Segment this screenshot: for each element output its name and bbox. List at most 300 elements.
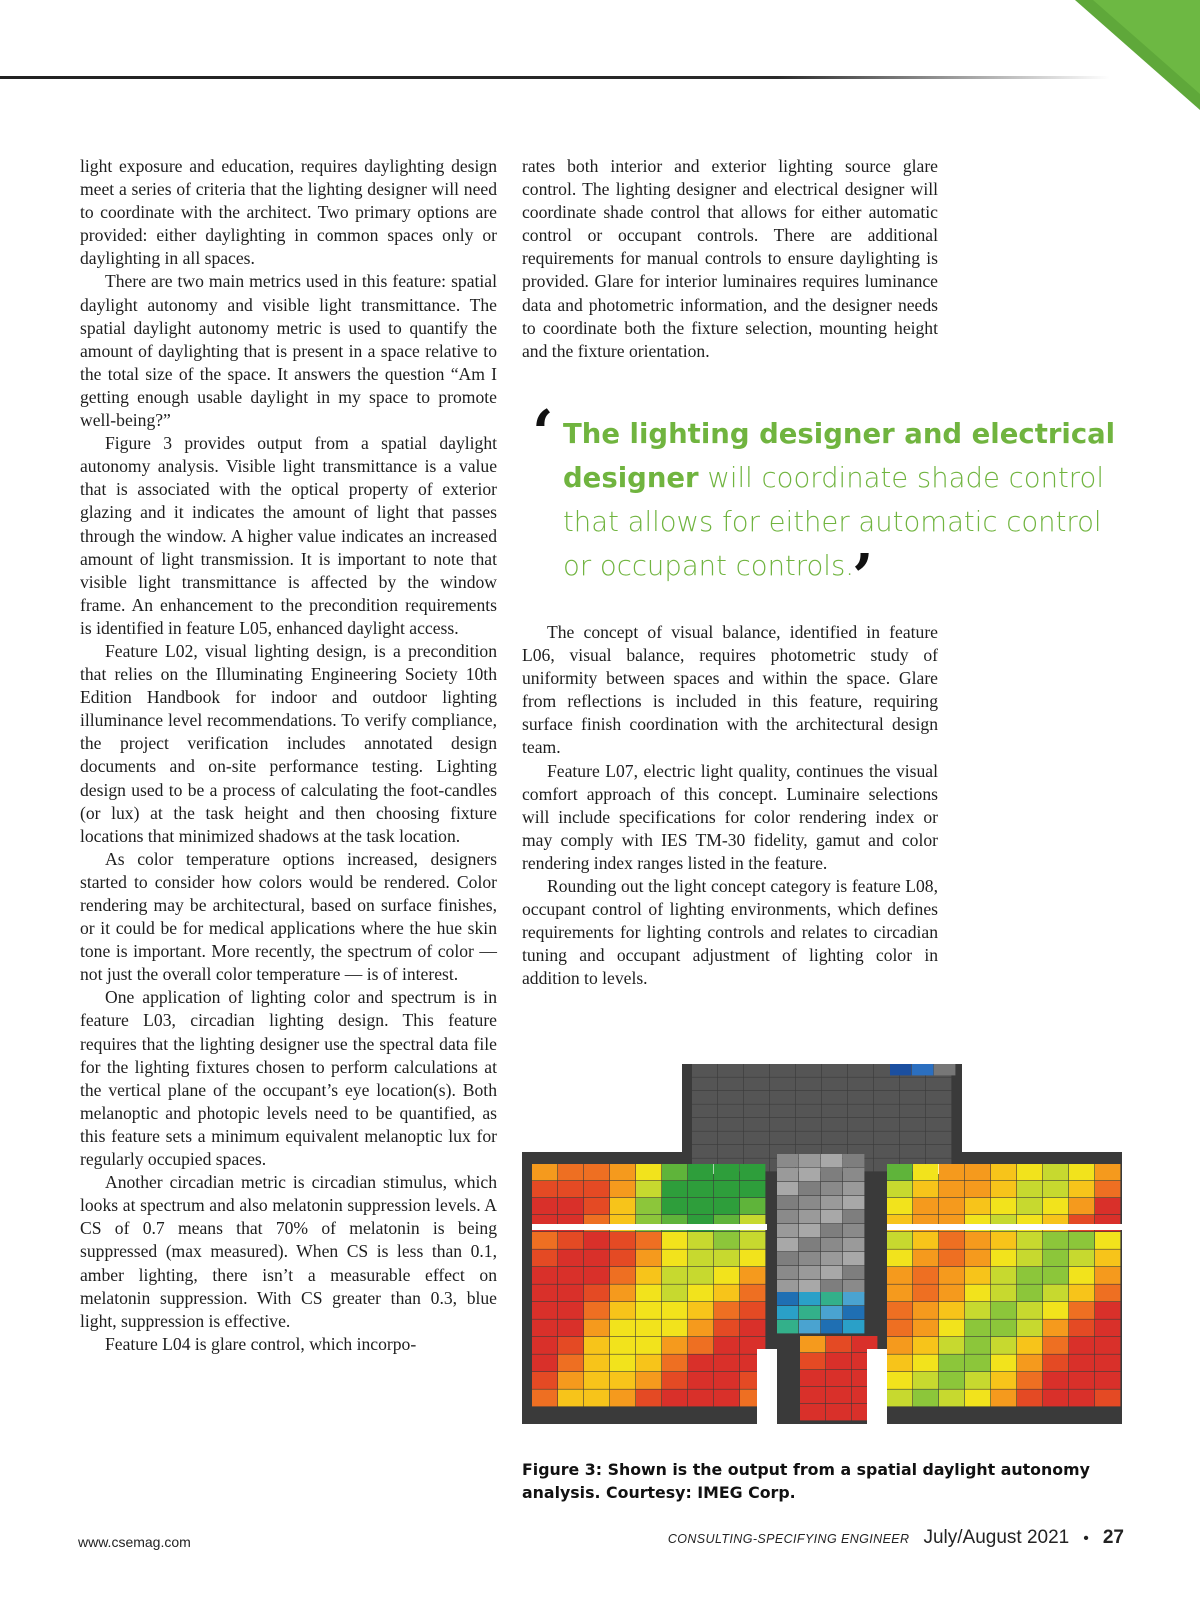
heatmap-cell [610,1250,635,1267]
heatmap-cell [796,1091,821,1104]
heatmap-cell [900,1145,925,1158]
heatmap-cell [718,1132,743,1145]
heatmap-cell [532,1267,557,1284]
heatmap-cell [1069,1390,1094,1407]
heatmap-cell [584,1267,609,1284]
heatmap-cell [714,1232,739,1249]
heatmap-cell [558,1267,583,1284]
heatmap-cell [887,1320,912,1337]
paragraph: Feature L04 is glare control, which incorpo- [105,1333,417,1354]
heatmap-cell [848,1105,873,1118]
heatmap-cell [636,1232,661,1249]
heatmap-cell [848,1091,873,1104]
heatmap-cell [610,1285,635,1302]
heatmap-cell [1095,1390,1120,1407]
heatmap-cell [913,1232,938,1249]
heatmap-cell [965,1267,990,1284]
heatmap-cell [887,1390,912,1407]
heatmap-cell [610,1372,635,1389]
heatmap-cell [744,1105,769,1118]
heatmap-cell [821,1168,842,1181]
heatmap-cell [887,1250,912,1267]
heatmap-cell [939,1267,964,1284]
heatmap-cell [799,1320,820,1333]
heatmap-cell [887,1372,912,1389]
heatmap-cell [939,1164,964,1180]
heatmap-cell [1069,1285,1094,1302]
paragraph: Rounding out the light concept category is feature L08, occupant control of lighting environments, which defines requirements for lighting controls and relates to circadian tuning and occupant adjustment of lighting color in addition to levels. [522,876,938,989]
heatmap-cell [662,1355,687,1372]
heatmap-cell [843,1224,864,1237]
heatmap-cell [1095,1198,1120,1214]
heatmap-cell [799,1210,820,1223]
heatmap-cell [688,1372,713,1389]
heatmap-cell [926,1091,951,1104]
heatmap-cell [821,1252,842,1265]
heatmap-cell [714,1355,739,1372]
heatmap-cell [991,1372,1016,1389]
heatmap-cell [826,1404,851,1420]
heatmap-cell [610,1267,635,1284]
heatmap-cell [688,1198,713,1214]
heatmap-cell [900,1105,925,1118]
heatmap-cell [965,1285,990,1302]
heatmap-cell [913,1320,938,1337]
heatmap-cell [843,1320,864,1333]
heatmap-cell [821,1182,842,1195]
heatmap-cell [777,1168,798,1181]
heatmap-cell [1017,1355,1042,1372]
heatmap-cell [1043,1267,1068,1284]
heatmap-cell [800,1336,825,1352]
heatmap-cell [800,1404,825,1420]
heatmap-cell [821,1306,842,1319]
heatmap-cell [692,1064,717,1077]
heatmap-cell [991,1250,1016,1267]
heatmap-cell [843,1182,864,1195]
heatmap-cell [1017,1302,1042,1319]
heatmap-cell [770,1078,795,1091]
heatmap-cell [826,1387,851,1403]
heatmap-cell [714,1337,739,1354]
heatmap-cell [843,1210,864,1223]
pull-quote-open-mark: ‘ [532,396,554,469]
heatmap-cell [532,1337,557,1354]
heatmap-cell [532,1355,557,1372]
heatmap-cell [558,1390,583,1407]
heatmap-cell [821,1154,842,1167]
heatmap-cell [799,1292,820,1305]
heatmap-cell [887,1285,912,1302]
heatmap-cell [740,1250,765,1267]
heatmap-cell [913,1164,938,1180]
heatmap-cell [821,1196,842,1209]
heatmap-cell [584,1164,609,1180]
header-rule [0,76,1110,79]
daylight-autonomy-floorplan-figure [522,1064,1122,1438]
heatmap-cell [965,1390,990,1407]
heatmap-cell [796,1118,821,1131]
heatmap-cell [799,1182,820,1195]
footer-publication: CONSULTING-SPECIFYING ENGINEER [667,1532,910,1546]
heatmap-cell [714,1302,739,1319]
heatmap-cell [532,1285,557,1302]
footer-separator: • [1083,1530,1089,1547]
heatmap-cell [662,1372,687,1389]
heatmap-cell [1043,1372,1068,1389]
heatmap-cell [843,1292,864,1305]
paragraph: The concept of visual balance, identified in feature L06, visual balance, requires photometric study of uniformity between spaces and within the space. Glare from reflections is included in this feature, requiring surface finish coordination with the architectural design team. [522,622,938,758]
heatmap-cell [991,1181,1016,1197]
heatmap-cell [1095,1181,1120,1197]
heatmap-cell [662,1320,687,1337]
heatmap-cell [796,1064,821,1077]
heatmap-cell [636,1285,661,1302]
heatmap-cell [821,1266,842,1279]
heatmap-cell [718,1064,743,1077]
heatmap-cell [636,1198,661,1214]
heatmap-cell [939,1181,964,1197]
heatmap-cell [926,1145,951,1158]
heatmap-cell [890,1064,911,1075]
heatmap-cell [926,1132,951,1145]
heatmap-cell [826,1353,851,1369]
heatmap-cell [926,1105,951,1118]
heatmap-cell [714,1285,739,1302]
heatmap-cell [821,1224,842,1237]
heatmap-cell [744,1091,769,1104]
heatmap-cell [662,1181,687,1197]
heatmap-cell [584,1198,609,1214]
heatmap-cell [636,1181,661,1197]
heatmap-cell [913,1337,938,1354]
page-number: 27 [1102,1527,1124,1548]
heatmap-cell [1069,1232,1094,1249]
heatmap-cell [965,1164,990,1180]
heatmap-cell [662,1302,687,1319]
paragraph: light exposure and education, requires daylighting design meet a series of criteria that the lighting designer will need to coordinate with the architect. Two primary options are provided: either daylighting in common spaces only or daylighting in all spaces. [80,156,497,269]
heatmap-cell [740,1164,765,1180]
heatmap-cell [584,1337,609,1354]
heatmap-cell [965,1355,990,1372]
heatmap-cell [913,1355,938,1372]
heatmap-cell [692,1078,717,1091]
heatmap-cell [887,1302,912,1319]
heatmap-cell [692,1118,717,1131]
heatmap-cell [662,1267,687,1284]
heatmap-cell [662,1250,687,1267]
heatmap-cell [688,1267,713,1284]
heatmap-cell [800,1387,825,1403]
heatmap-cell [965,1337,990,1354]
heatmap-cell [1095,1337,1120,1354]
heatmap-cell [965,1250,990,1267]
heatmap-cell [532,1198,557,1214]
heatmap-cell [688,1337,713,1354]
heatmap-cell [558,1198,583,1214]
heatmap-cell [913,1181,938,1197]
heatmap-cell [991,1390,1016,1407]
heatmap-cell [887,1181,912,1197]
heatmap-cell [887,1355,912,1372]
pull-quote-rest: will coordinate shade control that allows for either automatic control or occupant controls. [563,462,1104,582]
heatmap-cell [777,1210,798,1223]
heatmap-cell [558,1302,583,1319]
heatmap-cell [584,1355,609,1372]
heatmap-cell [991,1198,1016,1214]
heatmap-cell [777,1292,798,1305]
heatmap-cell [777,1252,798,1265]
heatmap-cell [826,1336,851,1352]
heatmap-cell [714,1198,739,1214]
heatmap-cell [610,1390,635,1407]
heatmap-cell [874,1105,899,1118]
heatmap-cell [848,1064,873,1077]
heatmap-cell [532,1250,557,1267]
heatmap-cell [887,1164,912,1180]
heatmap-cell [912,1064,933,1075]
heatmap-cell [913,1285,938,1302]
heatmap-cell [636,1390,661,1407]
heatmap-cell [1095,1267,1120,1284]
heatmap-cell [826,1370,851,1386]
heatmap-cell [636,1302,661,1319]
heatmap-cell [1095,1320,1120,1337]
heatmap-cell [913,1302,938,1319]
heatmap-cell [799,1252,820,1265]
heatmap-cell [1069,1320,1094,1337]
heatmap-cell [843,1266,864,1279]
heatmap-cell [1017,1285,1042,1302]
heatmap-cell [991,1285,1016,1302]
heatmap-cell [821,1238,842,1251]
heatmap-cell [1017,1390,1042,1407]
heatmap-cell [1017,1232,1042,1249]
heatmap-cell [744,1132,769,1145]
heatmap-cell [688,1320,713,1337]
heatmap-cell [610,1355,635,1372]
heatmap-cell [740,1181,765,1197]
heatmap-cell [1043,1250,1068,1267]
heatmap-cell [770,1064,795,1077]
heatmap-cell [900,1118,925,1131]
heatmap-cell [965,1372,990,1389]
heatmap-cell [1095,1285,1120,1302]
heatmap-cell [610,1232,635,1249]
heatmap-cell [714,1250,739,1267]
heatmap-cell [1043,1198,1068,1214]
heatmap-cell [740,1198,765,1214]
heatmap-cell [887,1267,912,1284]
footer-issue: July/August 2021 [923,1527,1070,1548]
heatmap-cell [965,1302,990,1319]
heatmap-cell [822,1091,847,1104]
heatmap-cell [636,1320,661,1337]
heatmap-cell [610,1320,635,1337]
heatmap-cell [887,1232,912,1249]
pull-quote-close-mark: ’ [852,540,874,613]
heatmap-cell [688,1164,713,1180]
heatmap-cell [692,1145,717,1158]
heatmap-cell [777,1182,798,1195]
heatmap-cell [822,1078,847,1091]
heatmap-cell [610,1181,635,1197]
heatmap-cell [636,1267,661,1284]
heatmap-cell [939,1390,964,1407]
heatmap-cell [900,1132,925,1145]
heatmap-cell [532,1302,557,1319]
article-column-right-top [522,155,938,363]
corner-decoration [1075,0,1200,110]
heatmap-cell [1017,1337,1042,1354]
heatmap-cell [874,1145,899,1158]
pull-quote-bold: The lighting designer and electrical designer [563,418,1116,494]
heatmap-cell [822,1118,847,1131]
heatmap-cell [799,1306,820,1319]
heatmap-cell [1043,1232,1068,1249]
heatmap-cell [1069,1198,1094,1214]
heatmap-cell [584,1181,609,1197]
heatmap-cell [1069,1355,1094,1372]
heatmap-cell [939,1372,964,1389]
heatmap-cell [939,1320,964,1337]
heatmap-cell [584,1285,609,1302]
heatmap-cell [636,1372,661,1389]
heatmap-cell [558,1320,583,1337]
heatmap-cell [740,1232,765,1249]
heatmap-cell [900,1091,925,1104]
heatmap-cell [965,1181,990,1197]
heatmap-cell [799,1196,820,1209]
heatmap-cell [770,1105,795,1118]
heatmap-cell [770,1132,795,1145]
heatmap-cell [965,1320,990,1337]
heatmap-cell [610,1164,635,1180]
heatmap-cell [800,1353,825,1369]
heatmap-cell [584,1250,609,1267]
heatmap-cell [991,1337,1016,1354]
heatmap-cell [662,1232,687,1249]
heatmap-cell [900,1078,925,1091]
heatmap-cell [843,1252,864,1265]
heatmap-cell [934,1064,955,1075]
heatmap-cell [1095,1355,1120,1372]
heatmap-cell [821,1210,842,1223]
heatmap-cell [991,1320,1016,1337]
heatmap-cell [926,1118,951,1131]
heatmap-cell [822,1105,847,1118]
paragraph: There are two main metrics used in this feature: spatial daylight autonomy and visible light transmittance. The spatial daylight autonomy metric is used to quantify the amount of daylighting that is present in a space relative to the total size of the space. It answers the question “Am I getting enough usable daylight in my space to promote well-being?” [80,271,497,431]
heatmap-cell [777,1266,798,1279]
heatmap-cell [636,1164,661,1180]
heatmap-cell [1069,1372,1094,1389]
heatmap-cell [1017,1164,1042,1180]
heatmap-cell [688,1285,713,1302]
heatmap-cell [1095,1232,1120,1249]
heatmap-cell [1069,1267,1094,1284]
heatmap-cell [1043,1164,1068,1180]
heatmap-cell [584,1390,609,1407]
heatmap-cell [843,1168,864,1181]
heatmap-cell [821,1320,842,1333]
heatmap-cell [770,1118,795,1131]
heatmap-cell [1017,1320,1042,1337]
heatmap-cell [965,1232,990,1249]
heatmap-cell [913,1390,938,1407]
heatmap-cell [1017,1372,1042,1389]
heatmap-cell [1017,1250,1042,1267]
heatmap-cell [777,1280,798,1293]
heatmap-cell [926,1078,951,1091]
paragraph: Feature L07, electric light quality, continues the visual comfort approach of this concept. Luminaire selections will include specifications for color rendering index or may comply with IES TM-30 fidelity, gamut and color rendering index ranges listed in the feature. [522,760,938,873]
heatmap-cell [1095,1372,1120,1389]
heatmap-cell [913,1267,938,1284]
heatmap-cell [718,1091,743,1104]
heatmap-cell [777,1196,798,1209]
heatmap-cell [558,1164,583,1180]
heatmap-cell [939,1355,964,1372]
heatmap-cell [991,1164,1016,1180]
heatmap-cell [1017,1181,1042,1197]
heatmap-cell [532,1320,557,1337]
heatmap-cell [777,1306,798,1319]
heatmap-cell [874,1078,899,1091]
heatmap-cell [1043,1302,1068,1319]
heatmap-cell [991,1302,1016,1319]
heatmap-cell [740,1267,765,1284]
heatmap-cell [848,1118,873,1131]
heatmap-cell [1069,1337,1094,1354]
heatmap-cell [799,1238,820,1251]
heatmap-cell [887,1337,912,1354]
heatmap-cell [740,1320,765,1337]
paragraph: rates both interior and exterior lighting source glare control. The lighting designer and electrical designer will coordinate shade control that allows for either automatic control or occupant controls. There are additional requirements for manual controls to ensure daylighting is provided. Glare for interior luminaires requires luminance data and photometric information, and the designer needs to coordinate both the fixture selection, mounting height and the fixture orientation. [522,156,938,361]
heatmap-cell [799,1168,820,1181]
heatmap-cell [558,1232,583,1249]
heatmap-cell [740,1285,765,1302]
heatmap-cell [610,1302,635,1319]
heatmap-cell [688,1181,713,1197]
heatmap-cell [939,1232,964,1249]
heatmap-cell [532,1164,557,1180]
heatmap-cell [822,1132,847,1145]
heatmap-cell [744,1078,769,1091]
heatmap-cell [843,1196,864,1209]
heatmap-cell [744,1145,769,1158]
heatmap-cell [718,1105,743,1118]
heatmap-cell [796,1078,821,1091]
heatmap-cell [777,1224,798,1237]
heatmap-cell [1017,1198,1042,1214]
heatmap-cell [848,1078,873,1091]
heatmap-cell [662,1337,687,1354]
heatmap-cell [843,1238,864,1251]
heatmap-cell [740,1302,765,1319]
heatmap-cell [688,1390,713,1407]
heatmap-cell [991,1232,1016,1249]
heatmap-cell [777,1320,798,1333]
heatmap-cell [692,1105,717,1118]
article-column-right-bottom [522,621,938,991]
heatmap-cell [718,1118,743,1131]
footer-website: www.csemag.com [78,1534,191,1550]
heatmap-cell [939,1198,964,1214]
heatmap-cell [714,1164,739,1180]
heatmap-cell [688,1232,713,1249]
heatmap-cell [714,1181,739,1197]
heatmap-cell [939,1250,964,1267]
footer-right [668,1527,1124,1549]
